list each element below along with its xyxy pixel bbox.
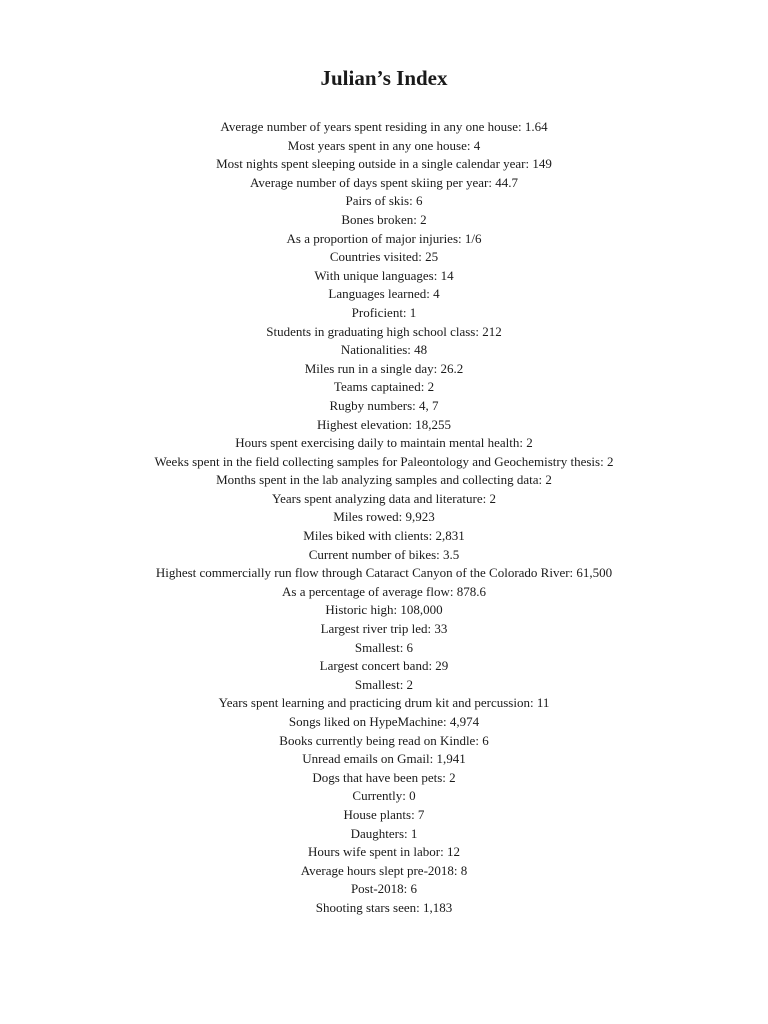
index-entry: Bones broken: 2 [341,211,427,227]
index-entry: Students in graduating high school class: 212 [266,323,502,339]
index-entry: Teams captained: 2 [333,379,435,395]
index-list [0,118,768,918]
index-entry: Average number of days spent skiing per year: 44.7 [250,174,518,190]
index-entry: Most nights spent sleeping outside in a single calendar year: 149 [216,156,552,172]
index-entry: With unique languages: 14 [314,267,454,283]
index-entry: Highest commercially run flow through Cataract Canyon of the Colorado River: 61,500 [155,565,613,581]
index-entry: Years spent learning and practicing drum kit and percussion: 11 [218,695,550,711]
index-entry: Proficient: 1 [351,304,417,320]
index-entry: Unread emails on Gmail: 1,941 [302,751,466,767]
index-entry: Daughters: 1 [350,825,418,841]
index-entry: Miles biked with clients: 2,831 [303,528,465,544]
index-entry: Pairs of skis: 6 [345,193,423,209]
index-entry: Post-2018: 6 [350,881,418,897]
index-entry: Average hours slept pre-2018: 8 [300,862,468,878]
index-entry: Languages learned: 4 [328,286,440,302]
index-entry: Hours wife spent in labor: 12 [307,844,460,860]
index-entry: Songs liked on HypeMachine: 4,974 [288,714,480,729]
index-entry: House plants: 7 [343,806,425,822]
index-entry: Miles rowed: 9,923 [333,509,435,525]
index-entry: Currently: 0 [352,788,416,804]
index-entry: Smallest: 6 [354,639,414,655]
index-entry: Most years spent in any one house: 4 [287,137,481,153]
index-entry: Countries visited: 25 [329,249,439,265]
index-entry: Historic high: 108,000 [325,602,443,618]
index-entry: Rugby numbers: 4, 7 [329,397,439,413]
index-entry: Years spent analyzing data and literature: 2 [272,490,496,506]
index-entry: Books currently being read on Kindle: 6 [279,732,489,748]
index-entry: Weeks spent in the field collecting samples for Paleontology and Geochemistry thesis: 2 [154,453,614,469]
index-entry: Nationalities: 48 [340,342,428,358]
index-entry: Shooting stars seen: 1,183 [315,899,453,915]
index-entry: Largest river trip led: 33 [320,621,448,637]
index-entry: As a proportion of major injuries: 1/6 [286,230,482,246]
index-entry: Miles run in a single day: 26.2 [304,360,464,376]
index-entry: Dogs that have been pets: 2 [312,769,456,785]
index-entry: Largest concert band: 29 [319,658,449,674]
index-entry: Highest elevation: 18,255 [317,416,451,432]
index-entry: Current number of bikes: 3.5 [308,546,460,562]
index-entry: Months spent in the lab analyzing samples and collecting data: 2 [216,472,552,488]
index-entry: As a percentage of average flow: 878.6 [282,583,486,599]
index-entry: Average number of years spent residing in any one house: 1.64 [220,119,548,134]
index-entry: Smallest: 2 [354,676,414,692]
page-title: Julian’s Index [320,66,448,90]
index-entry: Hours spent exercising daily to maintain mental health: 2 [235,435,533,451]
